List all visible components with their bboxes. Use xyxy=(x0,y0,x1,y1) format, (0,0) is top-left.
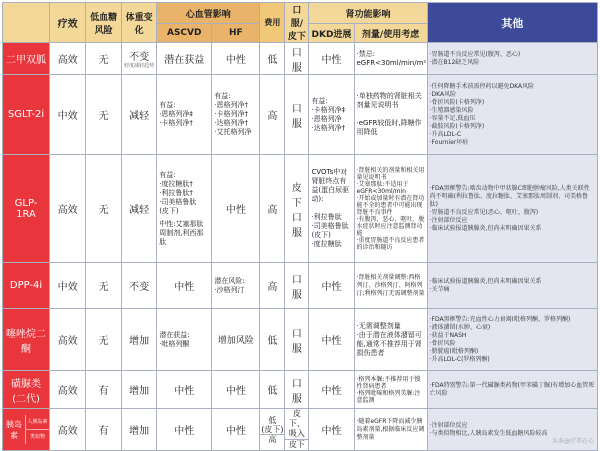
cell-dose: ·禁忌: eGFR<30ml/min/m² xyxy=(354,43,427,75)
row-su xyxy=(3,371,598,409)
row-metformin xyxy=(3,43,598,75)
row-label-su: 磺脲类(二代) xyxy=(3,371,50,409)
cell-efficacy: 高效 xyxy=(50,309,86,371)
cell-ascvd xyxy=(157,155,212,263)
cell-cost: 低 xyxy=(260,43,285,75)
cell-other: ·临床试验报道胰腺炎,但尚未明确因果关系 ·关节痛 xyxy=(427,263,597,309)
cell-dkd: 中性 xyxy=(309,409,354,451)
row-label-insulin xyxy=(3,409,50,451)
cell-other: ·注射部位反应 ·与类似物相比,人胰岛素发生低血糖风险较高 xyxy=(427,409,597,451)
cost-analog: 高 xyxy=(260,434,284,444)
ascvd-benefit: 有益: ·度拉糖肽† ·利拉鲁肽† ·司美格鲁肽 (皮下) xyxy=(159,171,209,216)
cell-route: 口服 xyxy=(285,371,309,409)
cell-weight: 减轻 xyxy=(122,155,157,263)
row-dpp4 xyxy=(3,263,598,309)
watermark: 头条@疗养在心 xyxy=(552,436,594,445)
cell-other: ·FDA特别警告:第一代磺脲类药物(甲苯磺丁脲)有增加心血管死亡风险 xyxy=(427,371,597,409)
cell-weight xyxy=(122,43,157,75)
cell-cost: 低 xyxy=(260,309,285,371)
cell-dose: ·单独药物的肾脏相关剂量见说明书 ·eGFR较低时,降糖作用降低 xyxy=(354,75,427,155)
insulin-name: 胰岛素 xyxy=(3,419,25,441)
row-label-dpp4: DPP-4i xyxy=(3,263,50,309)
header-other: 其他 xyxy=(427,3,597,43)
header-route: 口服/皮下 xyxy=(285,3,309,43)
cell-dkd: 中性 xyxy=(309,263,354,309)
cell-dkd: CVOTs中对肾脏终点有益(蛋白尿驱动): ·利拉鲁肽 ·司美格鲁肽(皮下) ·度拉糖肽 xyxy=(309,155,354,263)
row-label-metformin: 二甲双胍 xyxy=(3,43,50,75)
header-hypoglycemia: 低血糖风险 xyxy=(86,3,122,43)
cell-dkd: 中性 xyxy=(309,43,354,75)
header-renal: 肾功能影响 xyxy=(309,3,427,24)
cell-cost: 高 xyxy=(260,263,285,309)
cell-hypo: 有 xyxy=(86,409,122,451)
cell-ascvd: 中性 xyxy=(157,409,212,451)
row-tzd xyxy=(3,309,598,371)
weight-note: 轻度减轻趋势 xyxy=(124,63,154,69)
cell-efficacy: 高效 xyxy=(50,371,86,409)
cell-efficacy: 高效 xyxy=(50,409,86,451)
route-analog: 皮下 xyxy=(285,439,308,450)
cell-route xyxy=(285,409,309,451)
row-sglt2 xyxy=(3,75,598,155)
cell-other: ·胃肠道不良反应常见(腹泻、恶心) ·潜在B12缺乏风险 xyxy=(427,43,597,75)
cell-hypo: 无 xyxy=(86,309,122,371)
header-efficacy: 疗效 xyxy=(50,3,86,43)
cell-hf: 潜在风险: ·沙格列汀 xyxy=(212,263,260,309)
header-cost: 费用 xyxy=(260,3,285,43)
cell-efficacy: 高效 xyxy=(50,43,86,75)
row-label-tzd: 噻唑烷二酮 xyxy=(3,309,50,371)
cell-dose: ·随着eGFR下降而减少胰岛素剂量,根据临床反应调整剂量 xyxy=(354,409,427,451)
cell-route: 口服 xyxy=(285,43,309,75)
cell-other: ·任何降糖手术前需停药以避免DKA风险 ·DKA风险 ·骨折风险(卡格列净) ·生殖器感染风险 ·容量不足,低血压 ·截肢风险(卡格列净) ·升高LDL-C ·Fournier坏疽 xyxy=(427,75,597,155)
cell-dose: ·无需调整剂量 ·由于潜在液体潴留可能,通常不推荐用于肾损伤患者 xyxy=(354,309,427,371)
cell-hf: 中性 xyxy=(212,371,260,409)
cell-ascvd: 中性 xyxy=(157,371,212,409)
cell-route: 皮下 口服 xyxy=(285,155,309,263)
cell-hypo: 无 xyxy=(86,43,122,75)
cell-cost: 高 xyxy=(260,75,285,155)
cell-ascvd: 潜在获益: ·吡格列酮 xyxy=(157,309,212,371)
cell-other: ·FDA黑框警告:充血性心力衰竭(吡格列酮、罗格列酮) ·液体潴留(水肿、心衰) ·获益于NASH ·骨折风险 ·膀胱癌(吡格列酮) ·升高LDL-C(罗格列酮) xyxy=(427,309,597,371)
cell-dkd: 中性 xyxy=(309,371,354,409)
header-weight: 体重变化 xyxy=(122,3,157,43)
header-ascvd: ASCVD xyxy=(157,24,212,43)
cell-hypo: 无 xyxy=(86,155,122,263)
cell-route: 口服 xyxy=(285,309,309,371)
cell-hypo: 有 xyxy=(86,371,122,409)
cell-ascvd: 潜在获益 xyxy=(157,43,212,75)
insulin-sub-human: 人胰岛素 xyxy=(26,415,49,430)
cell-weight: 增加 xyxy=(122,409,157,451)
cost-human-route: (皮下) xyxy=(260,425,284,434)
cell-ascvd: 有益: ·恩格列净‡ ·卡格列净† xyxy=(157,75,212,155)
header-dkd: DKD进展 xyxy=(309,24,354,43)
cell-cost: 低 xyxy=(260,371,285,409)
cell-hf: 中性 xyxy=(212,43,260,75)
header-dose: 剂量/使用考虑 xyxy=(354,24,427,43)
row-label-glp1: GLP-1RA xyxy=(3,155,50,263)
cell-dose: ·肾脏相关剂量调整:西格列汀、沙格列汀、阿格列汀;利格列汀无需调整剂量 xyxy=(354,263,427,309)
cell-hf: 中性 xyxy=(212,409,260,451)
drug-comparison-table-wrap xyxy=(2,2,598,451)
route-human: 皮下、吸入 xyxy=(285,409,308,439)
cell-weight: 减轻 xyxy=(122,75,157,155)
cell-dose: ·肾脏相关的剂量和相关用量见说明书 ·艾塞那肽:不适用于eGFR<30ml/min ·开始或加量时有潜在肾功能不全的患者中可能出现肾脏不良事件 ·有腹泻、恶心、呕吐、脱水症状时应注意监测肾功能 ·重度胃肠道不良反应患者的诊治和随访 xyxy=(354,155,427,263)
cell-ascvd: 中性 xyxy=(157,263,212,309)
cell-weight: 增加 xyxy=(122,371,157,409)
insulin-sub-analog: 类似物 xyxy=(26,430,49,444)
cell-hypo: 无 xyxy=(86,263,122,309)
drug-comparison-table xyxy=(2,2,598,451)
cell-route: 口服 xyxy=(285,263,309,309)
row-insulin xyxy=(3,409,598,451)
ascvd-neutral: 中性:艾塞那肽周制剂,利西那肽 xyxy=(159,220,209,247)
cell-hypo: 无 xyxy=(86,75,122,155)
cell-efficacy: 中效 xyxy=(50,75,86,155)
cell-weight: 不变 xyxy=(122,263,157,309)
row-label-sglt2: SGLT-2i xyxy=(3,75,50,155)
cell-efficacy: 高效 xyxy=(50,155,86,263)
cell-hf: 中性 xyxy=(212,155,260,263)
cell-hf: 增加风险 xyxy=(212,309,260,371)
cost-human: 低 xyxy=(260,416,284,425)
header-hf: HF xyxy=(212,24,260,43)
cell-cost xyxy=(260,409,285,451)
row-glp1 xyxy=(3,155,598,263)
cell-dose: ·格列本脲:不推荐用于慢性肾病患者 ·格列吡嗪和格列美脲:注意监测 xyxy=(354,371,427,409)
cell-dkd: 中性 xyxy=(309,309,354,371)
cell-weight: 增加 xyxy=(122,309,157,371)
cell-hf: 有益: ·恩格列净† ·卡格列净† ·达格列净† ·艾托格列净 xyxy=(212,75,260,155)
weight-value: 不变 xyxy=(129,52,149,63)
header-corner xyxy=(3,3,50,43)
cell-other: ·FDA黑框警告:啮齿动物中甲状腺C细胞肿瘤风险,人类关联性尚不明确(利拉鲁肽、度拉糖肽、艾塞那肽周制剂、司美格鲁肽) ·胃肠道不良反应常见(恶心、呕吐、腹泻) ·注射部位反应 ·临床试验报道胰腺炎,但尚未明确因果关系 xyxy=(427,155,597,263)
cell-cost: 高 xyxy=(260,155,285,263)
header-cv: 心血管影响 xyxy=(157,3,260,24)
cell-route: 口服 xyxy=(285,75,309,155)
cell-dkd: 有益: ·卡格列净‡ ·恩格列净 ·达格列净† xyxy=(309,75,354,155)
cell-efficacy: 中效 xyxy=(50,263,86,309)
